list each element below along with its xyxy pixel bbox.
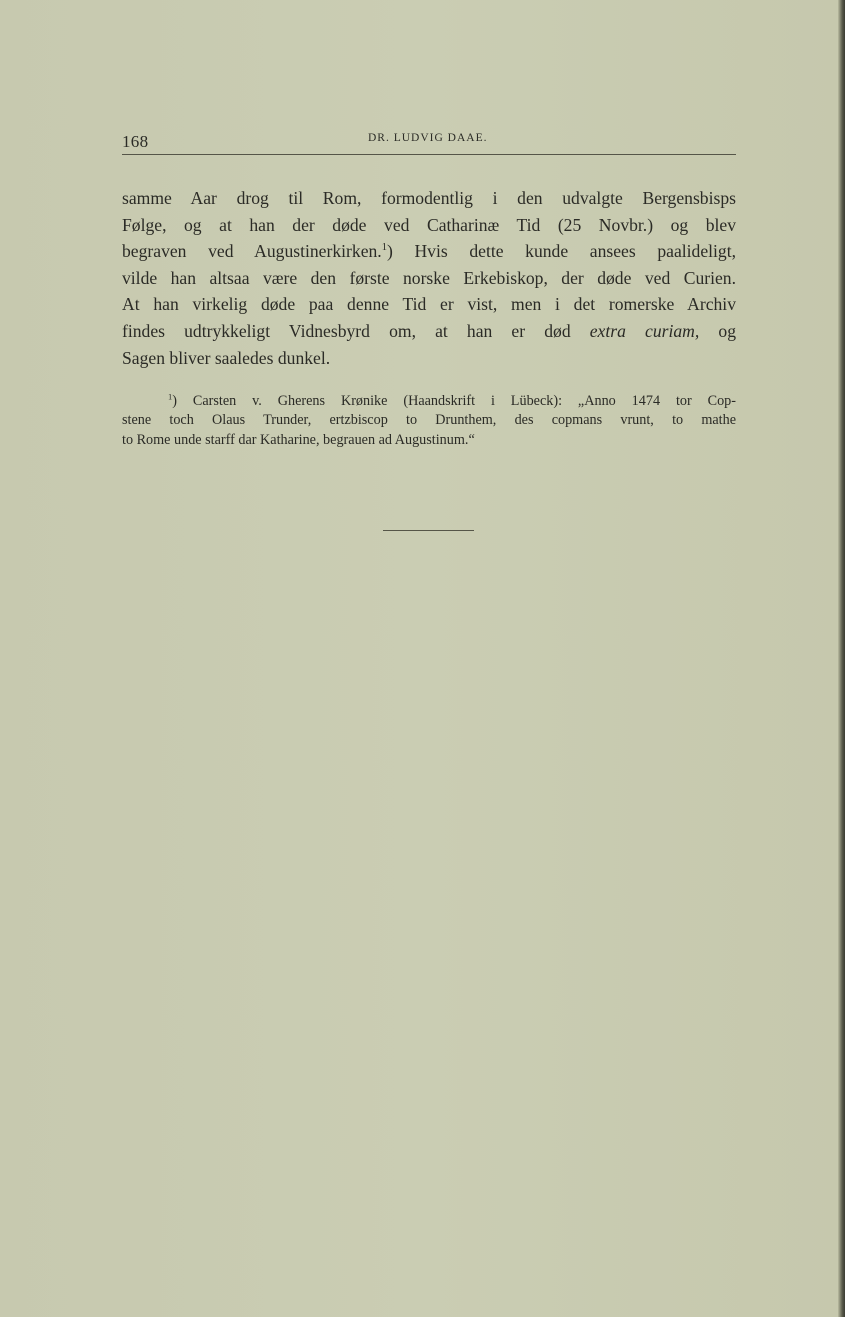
body-line-5: At han virkelig døde paa denne Tid er vist, men i det romerske Archiv (122, 294, 736, 315)
body-line-4: vilde han altsaa være den første norske Erkebiskop, der døde ved Curien. (122, 267, 736, 288)
footnote-line-1 (122, 392, 736, 411)
italic-phrase: extra curiam, (589, 320, 700, 341)
body-line-1: samme Aar drog til Rom, formodentlig i den udvalgte Bergensbisps (122, 188, 736, 208)
footnote-line-2: stene toch Olaus Trunder, ertzbiscop to Drunthem, des copmans vrunt, to mathe (122, 412, 736, 429)
footnote-marker: 1 (168, 391, 173, 402)
body-line-6-tail: og (718, 320, 736, 341)
footnote-reference: 1 (381, 242, 387, 254)
page-number: 168 (122, 132, 149, 151)
footnote-line-3: to Rome unde starff dar Katharine, begrauen ad Augustinum.“ (122, 431, 475, 448)
body-line-6 (122, 318, 736, 345)
running-head: DR. LUDVIG DAAE. (368, 132, 488, 144)
end-rule (383, 530, 474, 531)
page-header (122, 128, 736, 155)
page-edge-shadow (838, 0, 845, 1317)
body-line-6-text: findes udtrykkeligt Vidnesbyrd om, at han er død (122, 320, 571, 341)
body-line-2: Følge, og at han der døde ved Catharinæ Tid (25 Novbr.) og blev (122, 214, 736, 235)
body-line-3-text: begraven ved Augustinerkirken. (122, 241, 382, 262)
body-paragraph (122, 185, 736, 371)
body-line-7: Sagen bliver saaledes dunkel. (122, 347, 331, 368)
body-line-3-tail: ) Hvis dette kunde ansees paalideligt, (386, 241, 736, 262)
footnote (122, 392, 736, 450)
footnote-line-1-text: ) Carsten v. Gherens Krønike (Haandskrift i Lübeck): „Anno 1474 tor Cop- (172, 393, 736, 409)
body-line-3 (122, 238, 736, 265)
